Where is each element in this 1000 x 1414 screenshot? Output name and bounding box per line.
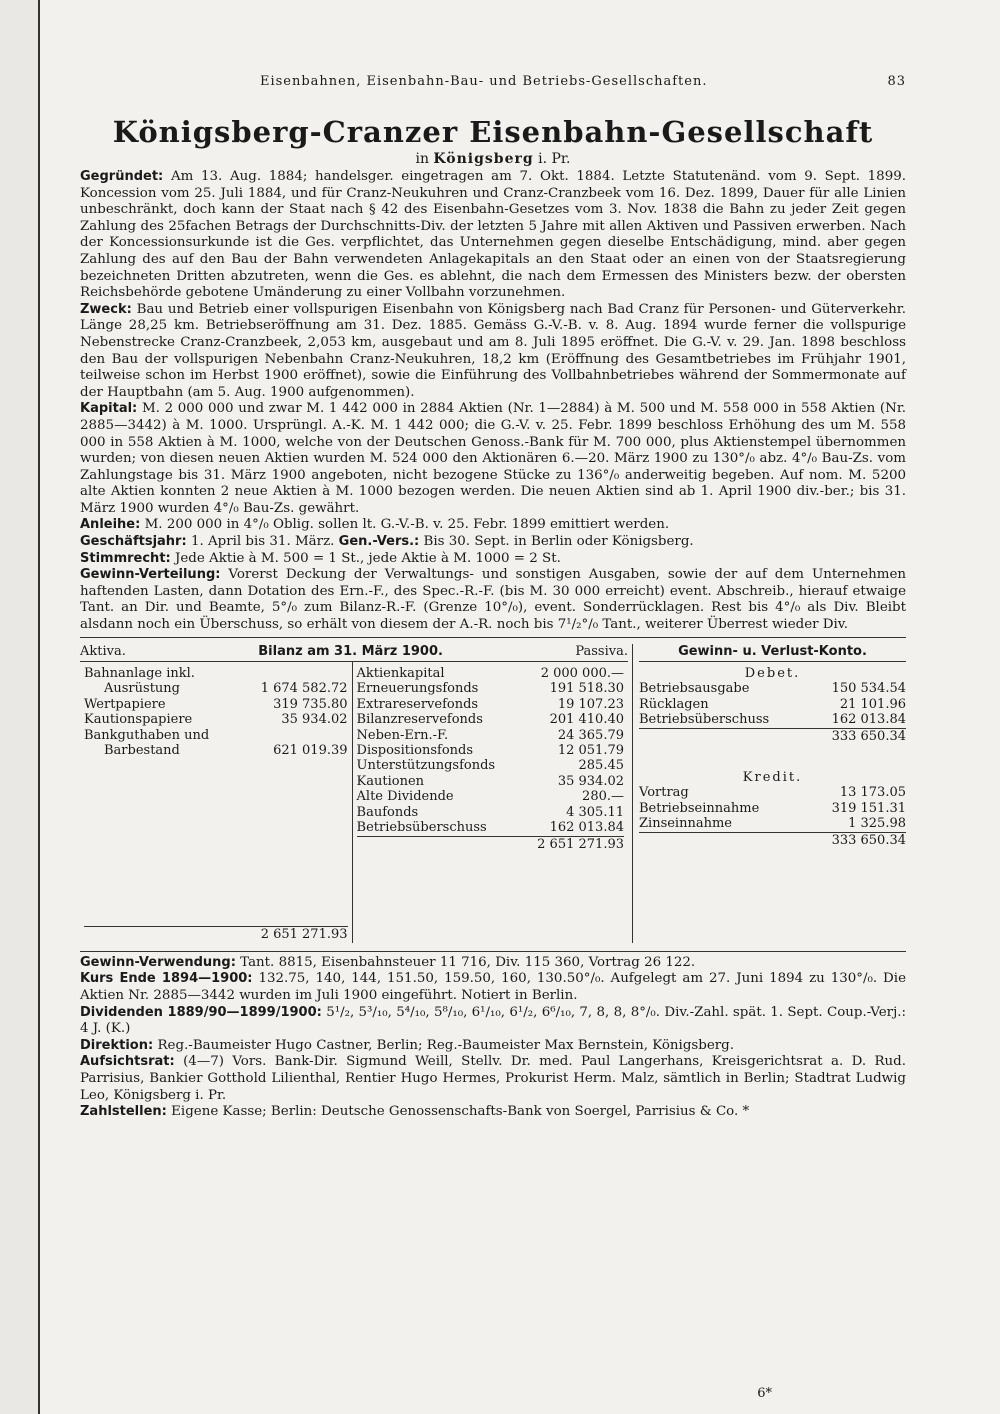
row-label: Neben-Ern.-F.: [356, 727, 449, 743]
row-value: 319 151.31: [831, 800, 906, 816]
table-row: [84, 697, 348, 712]
section-dividenden: Dividenden 1889/90—1899/1900: 5¹/₂, 5³/₁₀, 5⁴/₁₀, 5⁸/₁₀, 6¹/₁₀, 6¹/₂, 6⁶/₁₀, 7, 8, 8, 8°/₀. Div.-Zahl. spät. 1. Sept. Coup.-Verj.: 4 J. (K.): [80, 1004, 906, 1037]
table-row: [357, 789, 624, 804]
table-row: [84, 712, 348, 727]
section-geschaeftsjahr: Geschäftsjahr: 1. April bis 31. März. Gen.-Vers.: Bis 30. Sept. in Berlin oder Königsberg.: [80, 534, 694, 550]
row-label: Alte Dividende: [356, 789, 454, 805]
row-value: 191 518.30: [549, 681, 624, 697]
company-details: [80, 169, 906, 634]
row-value: 2 000 000.—: [540, 666, 624, 682]
section-gegruendet: Gegründet: Am 13. Aug. 1884; handelsger. eingetragen am 7. Okt. 1884. Letzte Statutenänd. vom 9. Sept. 1899. Koncession vom 25. Juli 1884, und für Cranz-Neukuhren und Cranz-Cranzbeek vom 16. Dez. 1899, Dauer für alle Linien unbeschränkt, doch kann der Staat nach § 42 des Eisenbahn-Gesetzes vom 3. Nov. 1838 die Bahn zu jeder Zeit gegen Zahlung des 25fachen Betrags der Durchschnitts-Div. der letzten 5 Jahre mit allen Aktiven und Passiven erwerben. Nach der Koncessionsurkunde ist die Ges. verpflichtet, das Unternehmen gegen dieselbe Entschädigung, mind. aber gegen Zahlung des auf den Bau der Bahn verwendeten Anlagekapitals an den Staat oder an einen von der Staatsregierung bezeichneten Dritten abzutreten, wenn die Ges. es ablehnt, die nach dem Ermessen des Ministers bezw. der obersten Reichsbehörde gebotene Umänderung zu einer Vollbahn vorzunehmen.: [80, 169, 906, 301]
table-row: [357, 820, 624, 835]
aktiva-total: 2 651 271.93: [84, 926, 348, 942]
aktiva-label: Aktiva.: [80, 643, 126, 659]
divider: [80, 637, 906, 638]
table-row: [639, 816, 906, 831]
row-value: 162 013.84: [549, 820, 624, 836]
section-gewinn-verteilung: Gewinn-Verteilung: Vorerst Deckung der Verwaltungs- und sonstigen Ausgaben, sowie der auf dem Unternehmen haftenden Lasten, dann Dotation des Ern.-F., des Spec.-R.-F. (bis M. 30 000 erreicht) event. Abschreib., hierauf etwaige Tant. an Dir. und Beamte, 5°/₀ zum Bilanz-R.-F. (Grenze 10°/₀), event. Sonderrücklagen. Rest bis 4°/₀ als Div. Bleibt alsdann noch ein Überschuss, so erhält von diesem der A.-R. noch bis 7¹/₂°/₀ Tant., weiterer Überrest wieder Div.: [80, 567, 906, 633]
row-label: Bilanzreservefonds: [356, 712, 483, 728]
profit-loss-title: Gewinn- u. Verlust-Konto.: [639, 644, 906, 662]
row-value: 150 534.54: [831, 681, 906, 697]
row-value: 35 934.02: [281, 712, 348, 728]
section-anleihe: Anleihe: M. 200 000 in 4°/₀ Oblig. sollen lt. G.-V.-B. v. 25. Febr. 1899 emittiert werden.: [80, 517, 670, 533]
row-label: Kautionspapiere: [84, 712, 193, 728]
row-label: Barbestand: [104, 743, 180, 759]
row-label: Betriebsausgabe: [639, 681, 750, 697]
table-row: [357, 805, 624, 820]
row-label: Bankguthaben und: [84, 727, 210, 743]
kredit-label: Kredit.: [742, 770, 803, 786]
table-row: [357, 774, 624, 789]
table-row: [357, 758, 624, 773]
balance-sheet-title: Bilanz am 31. März 1900.: [258, 643, 443, 659]
table-row: [84, 666, 348, 681]
row-label: Zinseinnahme: [639, 816, 732, 832]
row-label: Betriebseinnahme: [639, 800, 760, 816]
row-value: 1 674 582.72: [260, 681, 348, 697]
section-zahlstellen: Zahlstellen: Eigene Kasse; Berlin: Deutsche Genossenschafts-Bank von Soergel, Parrisius & Co. *: [80, 1104, 750, 1120]
table-row: [639, 681, 906, 696]
page-number: 83: [887, 74, 906, 89]
table-row: [639, 801, 906, 816]
row-label: Wertpapiere: [84, 696, 166, 712]
table-row: [357, 681, 624, 696]
profit-loss-account: [632, 644, 906, 943]
row-label: Betriebsüberschuss: [356, 820, 487, 836]
row-value: 621 019.39: [273, 743, 348, 759]
running-header: [80, 74, 906, 89]
row-value: 19 107.23: [557, 696, 624, 712]
table-row: [84, 681, 348, 696]
table-row: [357, 743, 624, 758]
passiva-column: [353, 662, 628, 943]
row-value: 21 101.96: [839, 696, 906, 712]
row-value: 201 410.40: [549, 712, 624, 728]
balance-sheet-header: [80, 644, 628, 662]
table-row: [84, 728, 348, 743]
row-value: 319 735.80: [273, 696, 348, 712]
row-value: 285.45: [578, 758, 624, 774]
table-row: [357, 712, 624, 727]
table-row: [639, 712, 906, 727]
section-stimmrecht: Stimmrecht: Jede Aktie à M. 500 = 1 St., jede Aktie à M. 1000 = 2 St.: [80, 550, 561, 566]
row-value: 280.—: [582, 789, 624, 805]
sheet-signature: 6*: [757, 1386, 772, 1401]
divider: [80, 951, 906, 952]
row-label: Rücklagen: [639, 696, 709, 712]
row-value: 35 934.02: [557, 773, 624, 789]
facing-page-edge: [0, 0, 40, 1414]
row-label: Unterstützungsfonds: [356, 758, 496, 774]
row-label: Ausrüstung: [104, 681, 180, 697]
kredit-total: 333 650.34: [639, 832, 906, 848]
section-kurs: Kurs Ende 1894—1900: 132.75, 140, 144, 151.50, 159.50, 160, 130.50°/₀. Aufgelegt am 27. Juni 1894 zu 130°/₀. Die Aktien Nr. 2885—3442 wurden im Juli 1900 eingeführt. Notiert in Berlin.: [80, 971, 906, 1004]
row-value: 4 305.11: [566, 804, 624, 820]
row-value: 1 325.98: [848, 816, 906, 832]
row-label: Bahnanlage inkl.: [84, 666, 195, 682]
row-value: 13 173.05: [839, 785, 906, 801]
aktiva-column: [80, 662, 353, 943]
company-details-2: [80, 955, 906, 1121]
table-row: [639, 697, 906, 712]
row-value: 24 365.79: [557, 727, 624, 743]
section-kapital: Kapital: M. 2 000 000 und zwar M. 1 442 000 in 2884 Aktien (Nr. 1—2884) à M. 500 und M. 558 000 in 558 Aktien (Nr. 2885—3442) à M. 1000. Ursprüngl. A.-K. M. 1 442 000; die G.-V. v. 25. Febr. 1899 beschloss Erhöhung des um M. 558 000 in 558 Aktien à M. 1000, welche von der Deutschen Genoss.-Bank für M. 700 000, plus Aktienstempel übernommen wurden; von diesen neuen Aktien wurden M. 524 000 den Aktionären 6.—20. März 1900 zu 130°/₀ abz. 4°/₀ Bau-Zs. vom Zahlungstage bis 31. März 1900 angeboten, nicht bezogene Stücke zu 136°/₀ anderweitig begeben. Auf nom. M. 5200 alte Aktien konnten 2 neue Aktien à M. 1000 bezogen werden. Die neuen Aktien sind ab 1. April 1900 div.-ber.; bis 31. März 1900 wurden 4°/₀ Bau-Zs. gewährt.: [80, 401, 907, 516]
row-value: 12 051.79: [557, 743, 624, 759]
row-label: Extrareservefonds: [356, 696, 479, 712]
section-aufsichtsrat: Aufsichtsrat: (4—7) Vors. Bank-Dir. Sigmund Weill, Stellv. Dr. med. Paul Langerhans, Kreisgerichtsrat a. D. Rud. Parrisius, Bankier Gotthold Lilienthal, Rentier Hugo Hermes, Prokurist Herm. Malz, sämtlich in Berlin; Stadtrat Ludwig Leo, Königsberg i. Pr.: [80, 1054, 907, 1103]
balance-sheet: [80, 644, 628, 943]
row-label: Dispositionsfonds: [356, 743, 474, 759]
row-value: 162 013.84: [831, 712, 906, 728]
debet-label: Debet.: [744, 666, 801, 682]
table-row: [357, 728, 624, 743]
company-title: Königsberg-Cranzer Eisenbahn-Gesellschaft: [112, 115, 874, 149]
row-label: Aktienkapital: [356, 666, 445, 682]
company-location: in Königsberg i. Pr.: [415, 151, 571, 167]
row-label: Betriebsüberschuss: [639, 712, 770, 728]
row-label: Baufonds: [356, 804, 419, 820]
row-label: Kautionen: [356, 773, 425, 789]
financial-tables: [80, 644, 906, 943]
page-content: [80, 74, 906, 1121]
table-row: [639, 785, 906, 800]
section-gewinn-verwendung: Gewinn-Verwendung: Tant. 8815, Eisenbahnsteuer 11 716, Div. 115 360, Vortrag 26 122.: [80, 954, 696, 970]
running-title: Eisenbahnen, Eisenbahn-Bau- und Betriebs-Gesellschaften.: [259, 74, 708, 89]
section-direktion: Direktion: Reg.-Baumeister Hugo Castner, Berlin; Reg.-Baumeister Max Bernstein, Königsberg.: [80, 1037, 735, 1053]
passiva-label: Passiva.: [575, 643, 628, 659]
passiva-total: 2 651 271.93: [357, 836, 624, 852]
section-zweck: Zweck: Bau und Betrieb einer vollspurigen Eisenbahn von Königsberg nach Bad Cranz für Personen- und Güterverkehr. Länge 28,25 km. Betriebseröffnung am 31. Dez. 1885. Gemäss G.-V.-B. v. 8. Aug. 1894 wurde ferner die vollspurige Nebenstrecke Cranz-Cranzbeek, 2,053 km, ausgebaut und am 8. Juli 1895 eröffnet. Die G.-V. v. 29. Jan. 1898 beschloss den Bau der vollspurigen Nebenbahn Cranz-Neukuhren, 18,2 km (Eröffnung des Gesamtbetriebes im Frühjahr 1901, teilweise schon im Herbst 1900 eröffnet), sowie die Einführung des Vollbahnbetriebes während der Sommermonate auf der Hauptbahn (am 5. Aug. 1900 aufgenommen).: [80, 301, 906, 400]
row-label: Vortrag: [639, 785, 689, 801]
table-row: [84, 743, 348, 758]
table-row: [357, 666, 624, 681]
table-row: [357, 697, 624, 712]
debet-total: 333 650.34: [639, 728, 906, 744]
row-label: Erneuerungsfonds: [356, 681, 479, 697]
